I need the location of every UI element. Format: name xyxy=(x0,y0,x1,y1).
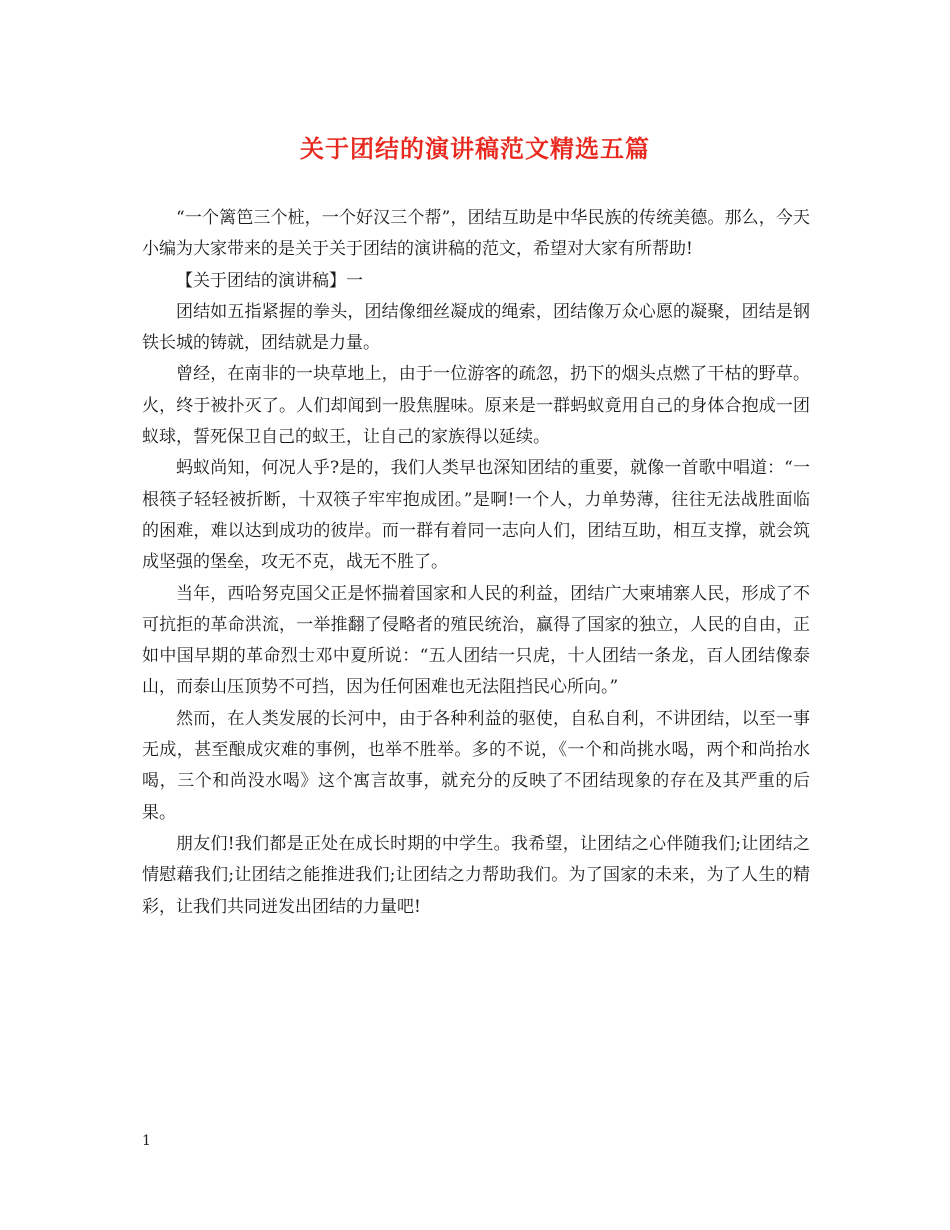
page-number: 1 xyxy=(142,1133,151,1149)
paragraph-intro: “一个篱笆三个桩，一个好汉三个帮”，团结互助是中华民族的传统美德。那么，今天小编为大家带来的是关于关于团结的演讲稿的范文，希望对大家有所帮助! xyxy=(142,208,810,260)
paragraph: 曾经，在南非的一块草地上，由于一位游客的疏忽，扔下的烟头点燃了干枯的野草。火，终于被扑灭了。人们却闻到一股焦腥味。原来是一群蚂蚁竟用自己的身体合抱成一团蚁球，誓死保卫自己的蚁王，让自己的家族得以延续。 xyxy=(142,364,810,448)
paragraph: 然而，在人类发展的长河中，由于各种利益的驱使，自私自利，不讲团结，以至一事无成，甚至酿成灾难的事例，也举不胜举。多的不说，《一个和尚挑水喝，两个和尚抬水喝，三个和尚没水喝》这个寓言故事，就充分的反映了不团结现象的存在及其严重的后果。 xyxy=(142,708,810,823)
paragraph: 朋友们!我们都是正处在成长时期的中学生。我希望，让团结之心伴随我们;让团结之情慰藉我们;让团结之能推进我们;让团结之力帮助我们。为了国家的未来，为了人生的精彩，让我们共同迸发出团结的力量吧! xyxy=(142,833,810,917)
paragraph: 蚂蚁尚知，何况人乎?是的，我们人类早也深知团结的重要，就像一首歌中唱道：“一根筷子轻轻被折断，十双筷子牢牢抱成团。”是啊!一个人，力单势薄，往往无法战胜面临的困难，难以达到成功的彼岸。而一群有着同一志向人们，团结互助，相互支撑，就会筑成坚强的堡垒，攻无不克，战无不胜了。 xyxy=(142,458,810,573)
section-heading: 【关于团结的演讲稿】一 xyxy=(176,270,363,291)
paragraph: 团结如五指紧握的拳头，团结像细丝凝成的绳索，团结像万众心愿的凝聚，团结是钢铁长城的铸就，团结就是力量。 xyxy=(142,301,810,354)
document-title: 关于团结的演讲稿范文精选五篇 xyxy=(300,134,650,163)
document-body xyxy=(142,203,810,923)
paragraph: 当年，西哈努克国父正是怀揣着国家和人民的利益，团结广大柬埔寨人民，形成了不可抗拒的革命洪流，一举推翻了侵略者的殖民统治，赢得了国家的独立，人民的自由，正如中国早期的革命烈士邓中夏所说：“五人团结一只虎，十人团结一条龙，百人团结像泰山，而泰山压顶势不可挡，因为任何困难也无法阻挡民心所向。” xyxy=(142,583,810,698)
